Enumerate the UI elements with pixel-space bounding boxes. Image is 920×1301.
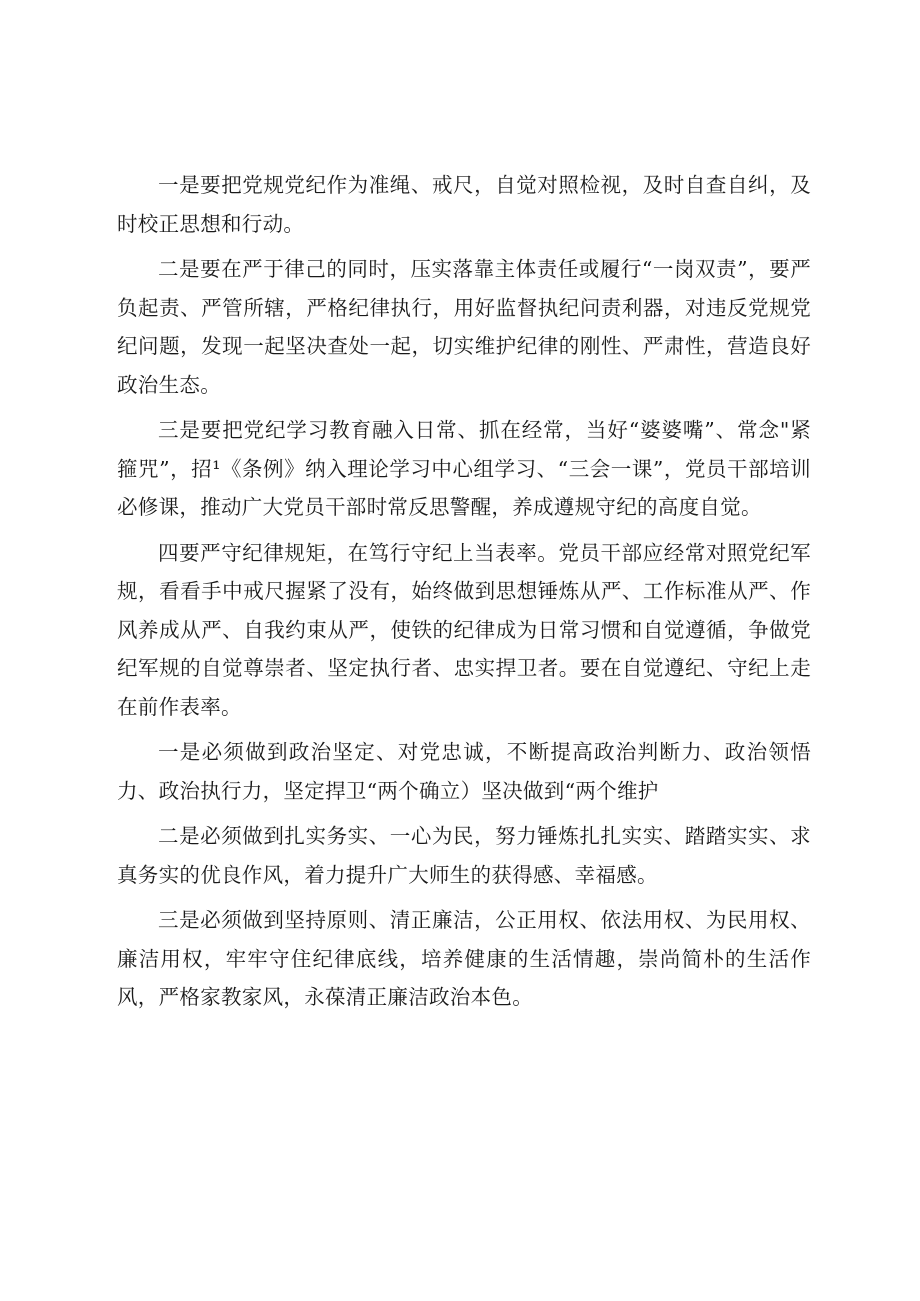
paragraph-5: 一是必须做到政治坚定、对党忠诚，不断提高政治判断力、政治领悟力、政治执行力，坚定捍卫“两个确立）坚决做到“两个维护 [117,740,811,803]
paragraph-4: 四要严守纪律规矩，在笃行守纪上当表率。党员干部应经常对照党纪军规，看看手中戒尺握紧了没有，始终做到思想锤炼从严、工作标准从严、作风养成从严、自我约束从严，使铁的纪律成为日常习惯和自觉遵循，争做党纪军规的自觉尊崇者、坚定执行者、忠实捍卫者。要在自觉遵纪、守纪上走在前作表率。 [117,540,811,719]
document-body [117,166,811,1024]
paragraph-7: 三是必须做到坚持原则、清正廉洁，公正用权、依法用权、为民用权、廉洁用权，牢牢守住纪律底线，培养健康的生活情趣，崇尚简朴的生活作风，严格家教家风，永葆清正廉洁政治本色。 [117,908,811,1009]
paragraph-2: 二是要在严于律己的同时，压实落靠主体责任或履行“一岗双责”，要严负起责、严管所辖，严格纪律执行，用好监督执纪问责利器，对违反党规党纪问题，发现一起坚决查处一起，切实维护纪律的刚性、严肃性，营造良好政治生态。 [117,257,811,397]
paragraph-3: 三是要把党纪学习教育融入日常、抓在经常，当好“婆婆嘴”、常念"紧箍咒”，招¹《条例》纳入理论学习中心组学习、“三会一课”，党员干部培训必修课，推动广大党员干部时常反思警醒，养成遵规守纪的高度自觉。 [117,418,811,519]
paragraph-6: 二是必须做到扎实务实、一心为民，努力锤炼扎扎实实、踏踏实实、求真务实的优良作风，着力提升广大师生的获得感、幸福感。 [117,824,811,887]
paragraph-1: 一是要把党规党纪作为准绳、戒尺，自觉对照检视，及时自查自纠，及时校正思想和行动。 [117,173,811,236]
